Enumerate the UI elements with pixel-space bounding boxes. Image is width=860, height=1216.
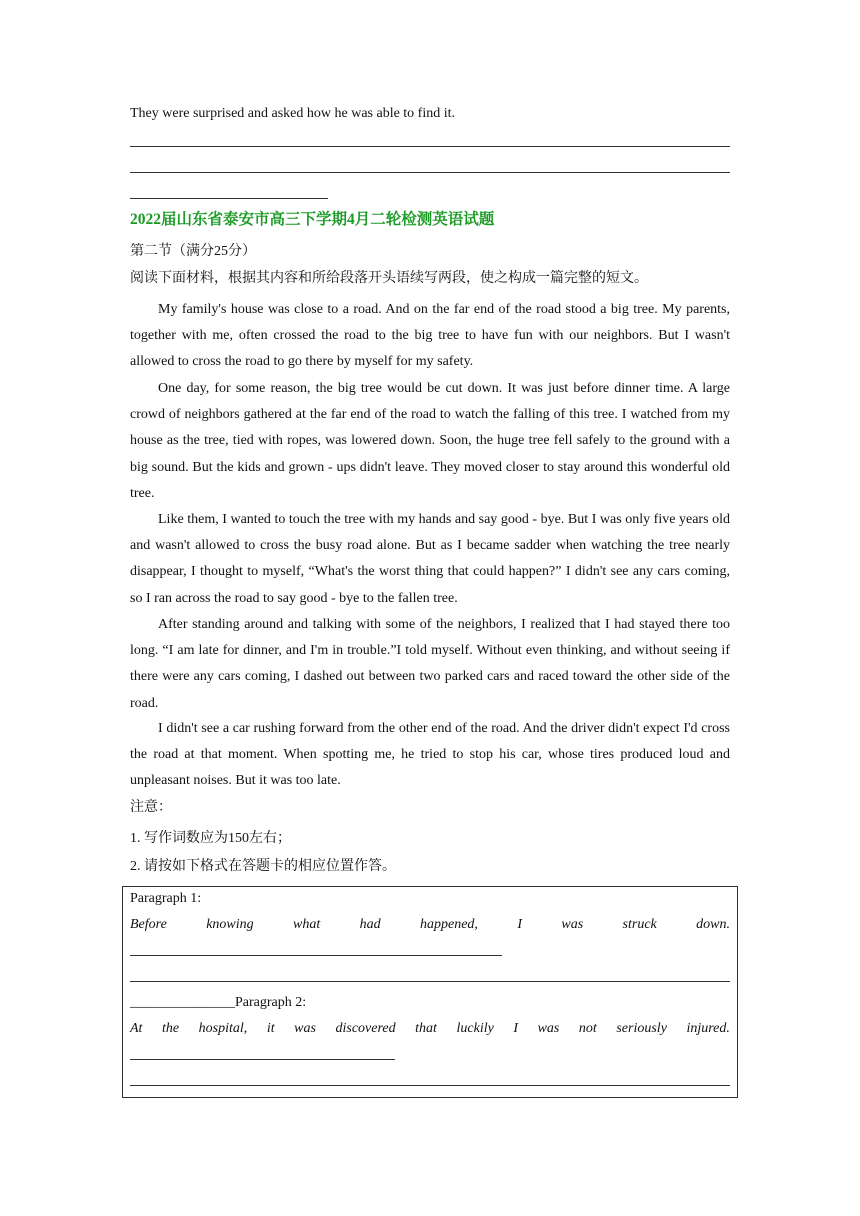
opening-word: At [130, 1021, 143, 1036]
blank-lead: _______________ [130, 995, 235, 1010]
note-item: 1. 写作词数应为150左右； [130, 831, 291, 846]
opening-word: hospital, [198, 1021, 248, 1036]
opening-word: luckily [456, 1021, 494, 1036]
blank-line [130, 172, 730, 173]
answer-box [122, 886, 738, 1098]
opening-word: it [266, 1021, 275, 1036]
story-paragraph: My family's house was close to a road. And on the far end of the road stood a big tree. My parents, together with me, often crossed the road to the big tree to have fun with our neighbors. But I wasn't allowed to cross the road to go there by myself for my safety. [130, 302, 730, 370]
opening-word: that [415, 1021, 437, 1036]
opening-word: not [578, 1021, 597, 1036]
opening-word: struck [622, 917, 657, 932]
blank-line [130, 1059, 395, 1060]
blank-line [130, 955, 502, 956]
blank-line [130, 198, 328, 199]
opening-word: the [162, 1021, 180, 1036]
opening-word: was [561, 917, 584, 932]
opening-word: I [513, 1021, 519, 1036]
story-paragraph: One day, for some reason, the big tree would be cut down. It was just before dinner time. A large crowd of neighbors gathered at the far end of the road to watch the falling of this tree. I watched from my house as the tree, tied with ropes, was lowered down. Soon, the huge tree fell safely to the ground with a big sound. But the kids and grown - ups didn't leave. They moved closer to stay around this wonderful old tree. [130, 381, 730, 501]
opening-word: Before [130, 917, 167, 932]
opening-word: seriously [616, 1021, 667, 1036]
opening-word: what [293, 917, 321, 932]
paragraph-2-label: Paragraph 2: [235, 995, 307, 1010]
notes-label: 注意： [130, 800, 172, 815]
opening-word: was [294, 1021, 316, 1036]
opening-word: discovered [335, 1021, 396, 1036]
opening-word: had [359, 917, 381, 932]
exam-title: 2022届山东省泰安市高三下学期4月二轮检测英语试题 [130, 211, 495, 228]
opening-word: knowing [206, 917, 254, 932]
paragraph-2-heading [130, 994, 306, 1012]
instruction-text: 阅读下面材料，根据其内容和所给段落开头语续写两段，使之构成一篇完整的短文。 [130, 271, 648, 286]
blank-line [130, 146, 730, 147]
opening-word: happened, [420, 917, 478, 932]
top-sentence: They were surprised and asked how he was able to find it. [130, 106, 456, 121]
opening-word: I [517, 917, 522, 932]
story-paragraph: I didn't see a car rushing forward from the other end of the road. And the driver didn't expect I'd cross the road at that moment. When spotting me, he tried to stop his car, whose tires produced loud and unpleasant noises. But it was too late. [130, 721, 730, 789]
section-heading: 第二节（满分25分） [130, 244, 256, 259]
blank-line [130, 1085, 730, 1086]
paragraph-1-label: Paragraph 1: [130, 891, 202, 906]
opening-word: down. [696, 917, 730, 932]
opening-word: injured. [686, 1021, 730, 1036]
paragraph-1-opening [130, 916, 730, 934]
paragraph-2-opening [130, 1020, 730, 1038]
opening-word: was [537, 1021, 560, 1036]
story-paragraph: After standing around and talking with some of the neighbors, I realized that I had stayed there too long. “I am late for dinner, and I'm in trouble.”I told myself. Without even thinking, and without seeing if there were any cars coming, I dashed out between two parked cars and raced toward the other side of the road. [130, 617, 730, 711]
blank-line [130, 981, 730, 982]
note-item: 2. 请按如下格式在答题卡的相应位置作答。 [130, 859, 396, 874]
story-paragraph: Like them, I wanted to touch the tree with my hands and say good - bye. But I was only five years old and wasn't allowed to cross the busy road alone. But as I became sadder when watching the tree nearly disappear, I thought to myself, “What's the worst thing that could happen?” I didn't see any cars coming, so I ran across the road to say good - bye to the fallen tree. [130, 512, 730, 606]
